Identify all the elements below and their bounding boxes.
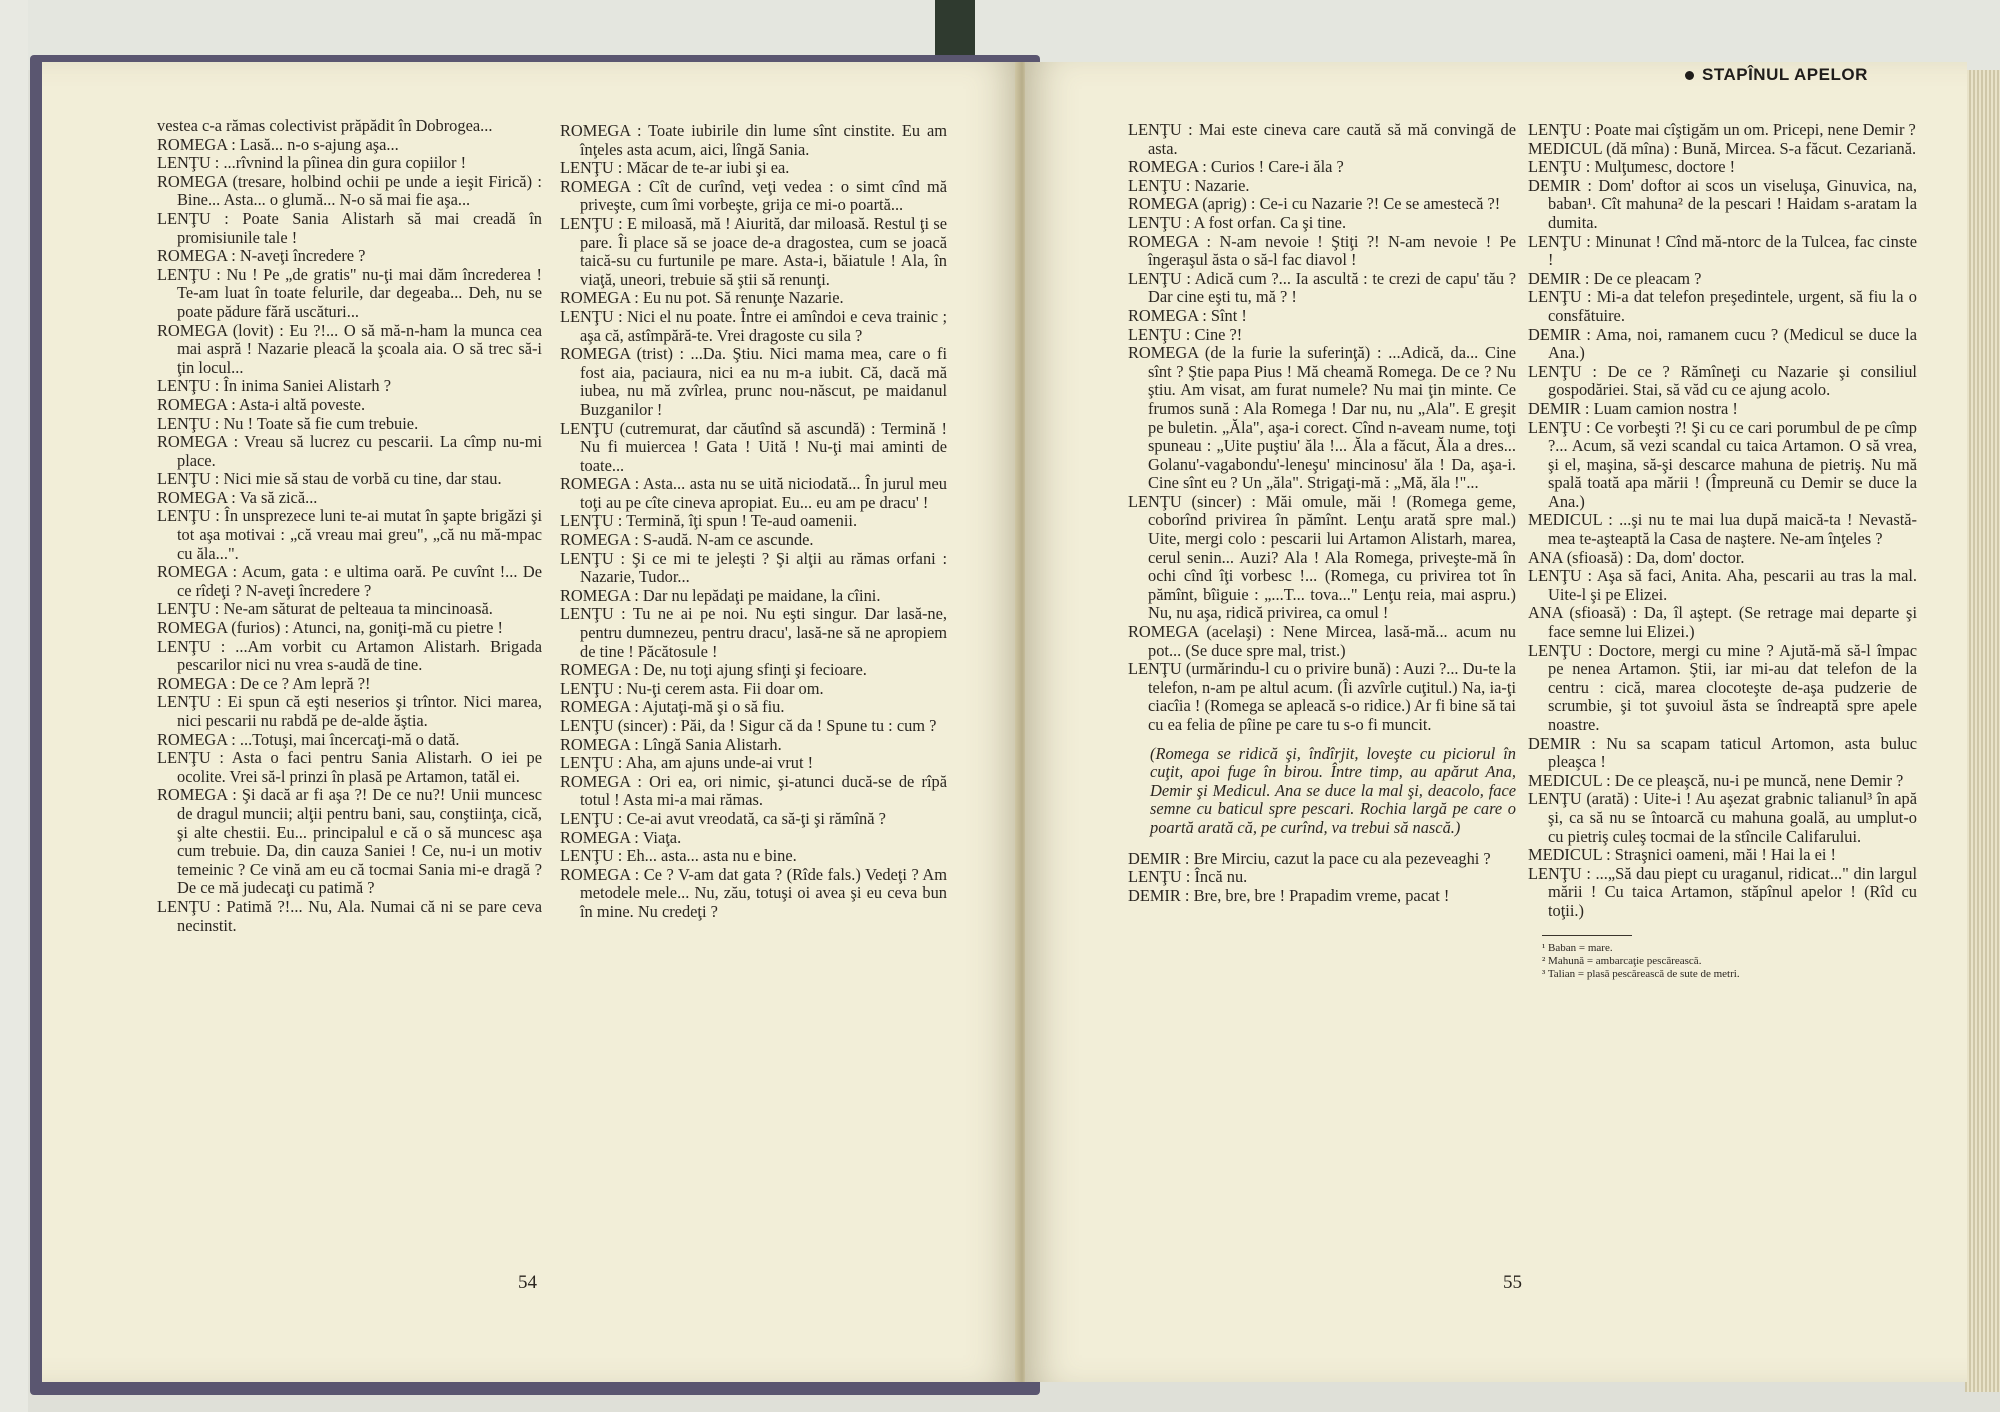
dialogue-line: DEMIR : Bre Mirciu, cazut la pace cu ala pezeveaghi ?	[1128, 848, 1491, 868]
dialogue-line: LENŢU : Ei spun că eşti neserios şi trîntor. Nici marea, nici pescarii nu rabdă pe de-alde ăştia.	[157, 692, 542, 730]
dialogue-line: DEMIR : Nu sa scapam taticul Artomon, asta buluc pleaşca !	[1528, 733, 1917, 772]
right-page-column-2	[1528, 121, 1917, 981]
dialogue-line: LENŢU (sincer) : Măi omule, măi ! (Romega geme, coborînd privirea în pămînt. Lenţu arată spre mal.) Uite, mergi colo : pescarii lui Artamon Alistarh, marea, cerul senin... Auzi? Ala ! Ala Romega, priveşte-mă în ochi cînd îţi vorbesc !... (Romega, cu privirea tot în pămînt, bîiguie : „...T... tova..." Lenţu reia, mai aspru.) Nu, nu aşa, ridică privirea, ca omul !	[1128, 491, 1516, 623]
footnote: ³ Talian = plasă pescărească de sute de metri.	[1542, 967, 1740, 980]
dialogue-line: ROMEGA : S-audă. N-am ce ascunde.	[560, 530, 814, 550]
dialogue-line: ROMEGA : Vreau să lucrez cu pescarii. La cîmp nu-mi place.	[157, 432, 542, 470]
dialogue-line: MEDICUL (dă mîna) : Bună, Mircea. S-a făcut. Cezariană.	[1528, 138, 1917, 158]
dialogue-line: MEDICUL : ...şi nu te mai lua după maică-ta ! Nevastă-mea te-aşteaptă la Casa de naştere. Ne-am înţeles ?	[1528, 510, 1917, 549]
dialogue-line: ROMEGA : N-am nevoie ! Ştiţi ?! N-am nevoie ! Pe îngeraşul ăsta o să-l fac diavol !	[1128, 231, 1516, 270]
dialogue-line: LENŢU : Nici el nu poate. Între ei amîndoi e ceva trainic ; aşa că, astîmpără-te. Vrei dragoste cu sila ?	[560, 306, 947, 345]
dialogue-line: LENŢU : În unsprezece luni te-ai mutat în şapte brigăzi şi tot aşa motivai : „că vreau mai greu", „că nu mă-mpac cu ăla...".	[157, 506, 542, 563]
dialogue-line: ROMEGA : Lasă... n-o s-ajung aşa...	[157, 134, 399, 154]
dialogue-line: ROMEGA : De ce ? Am lepră ?!	[157, 673, 371, 693]
dialogue-line: LENŢU : Mi-a dat telefon preşedintele, urgent, să fiu la o consfătuire.	[1528, 287, 1917, 325]
dialogue-line: LENŢU : Doctore, mergi cu mine ? Ajută-mă să-l împac pe nenea Artamon. Ştii, iar mi-au dat telefon de la centru : cică, marea clocoteşte de-aşa pudzerie de scrumbie, şi tot şuvoiul ăsta se îndreaptă spre apele noastre.	[1528, 640, 1917, 734]
dialogue-line: DEMIR : Bre, bre, bre ! Prapadim vreme, pacat !	[1128, 885, 1450, 905]
dialogue-line: ROMEGA : Va să zică...	[157, 487, 318, 507]
dialogue-line: MEDICUL : De ce pleaşcă, nu-i pe muncă, nene Demir ?	[1528, 770, 1904, 790]
dialogue-line: LENŢU : Patimă ?!... Nu, Ala. Numai că ni se pare ceva necinstit.	[157, 896, 542, 935]
dialogue-line: ROMEGA (lovit) : Eu ?!... O să mă-n-ham la munca cea mai aspră ! Nazarie pleacă la şcoala aia. O să trec să-i ţin locul...	[157, 320, 542, 377]
right-page	[1025, 62, 1967, 1382]
dialogue-line: ROMEGA : N-aveţi încredere ?	[157, 246, 366, 266]
dialogue-line: ROMEGA : Cît de curînd, veţi vedea : o simt cînd mă priveşte, cum îmi vorbeşte, grija ce mi-o poartă...	[560, 176, 947, 215]
dialogue-line: ROMEGA : Ajutaţi-mă şi o să fiu.	[560, 697, 785, 717]
bullet-icon	[1685, 71, 1694, 80]
dialogue-line: ROMEGA : Sînt !	[1128, 305, 1247, 325]
dialogue-line: LENŢU : Tu ne ai pe noi. Nu eşti singur. Dar lasă-ne, pentru dumnezeu, pentru dracu', lasă-ne să ne apropiem de tine ! Păcătosule !	[560, 604, 947, 661]
dialogue-line: vestea c-a rămas colectivist prăpădit în Dobrogea...	[157, 116, 493, 135]
dialogue-line: LENŢU : Aha, am ajuns unde-ai vrut !	[560, 753, 814, 773]
dialogue-line: LENŢU : Termină, îţi spun ! Te-aud oamenii.	[560, 511, 858, 531]
right-col1-dialogue	[1128, 121, 1516, 735]
dialogue-line: ROMEGA : Asta... asta nu se uită niciodată... În jurul meu toţi au pe cîte cineva apropiat. Eu... eu am pe dracu' !	[560, 474, 947, 512]
dialogue-line: ANA (sfioasă) : Da, dom' doctor.	[1528, 547, 1745, 567]
dialogue-line: ROMEGA : Toate iubirile din lume sînt cinstite. Eu am înţeles asta acum, aici, lîngă Sania.	[560, 121, 947, 159]
right-col2-dialogue	[1528, 121, 1917, 921]
dialogue-line: LENŢU : Şi ce mi te jeleşti ? Şi alţii au rămas orfani : Nazarie, Tudor...	[560, 548, 947, 587]
dialogue-line: LENŢU : Nu ! Toate să fie cum trebuie.	[157, 413, 419, 433]
dialogue-line: LENŢU : Aşa să faci, Anita. Aha, pescarii au tras la mal. Uite-l şi pe Elizei.	[1528, 566, 1917, 604]
dialogue-line: LENŢU : Adică cum ?... Ia ascultă : te crezi de capu' tău ? Dar cine eşti tu, mă ? !	[1128, 268, 1516, 307]
right-page-column-1	[1128, 121, 1516, 905]
left-page	[42, 62, 1020, 1382]
dialogue-line: LENŢU : Poate Sania Alistarh să mai creadă în promisiunile tale !	[157, 208, 542, 247]
dialogue-line: ANA (sfioasă) : Da, îl aştept. (Se retrage mai departe şi face semne lui Elizei.)	[1528, 603, 1917, 642]
dialogue-line: MEDICUL : Straşnici oameni, măi ! Hai la ei !	[1528, 845, 1837, 865]
dialogue-line: LENŢU : A fost orfan. Ca şi tine.	[1128, 212, 1347, 232]
running-head	[1685, 65, 1868, 85]
dialogue-line: ROMEGA (tresare, holbind ochii pe unde a ieşit Firică) : Bine... Asta... o glumă... N-o să mai fie aşa...	[157, 171, 542, 210]
running-head-text: STAPÎNUL APELOR	[1702, 65, 1868, 84]
dialogue-line: ROMEGA : Ori ea, ori nimic, şi-atunci ducă-se de rîpă totul ! Asta mi-a mai rămas.	[560, 771, 947, 810]
dialogue-line: LENŢU : Mai este cineva care caută să mă convingă de asta.	[1128, 120, 1516, 158]
dialogue-line: LENŢU : ...Am vorbit cu Artamon Alistarh. Brigada pescarilor nici nu vrea s-audă de tine.	[157, 636, 542, 675]
dialogue-line: LENŢU : Nici mie să stau de vorbă cu tine, dar stau.	[157, 469, 502, 489]
dialogue-line: DEMIR : Luam camion nostra !	[1528, 398, 1738, 418]
dialogue-line: ROMEGA : De, nu toţi ajung sfinţi şi fecioare.	[560, 660, 867, 680]
left-page-column-1	[157, 117, 542, 935]
dialogue-line: LENŢU : Încă nu.	[1128, 867, 1248, 887]
dialogue-line: ROMEGA : Şi dacă ar fi aşa ?! De ce nu?! Unii muncesc de dragul muncii; alţii pentru bani, sau, conştiinţa, cică, şi alte chestii. Eu... principalul e că o să muncesc aşa cum trebuie. Da, din cauza Saniei ! Ce, nu-i un motiv temeinic ? Ce vină am eu că tocmai Sania mi-e dragă ? De ce mă judecaţi cu patimă ?	[157, 785, 542, 898]
footnote-rule	[1542, 935, 1632, 936]
dialogue-line: ROMEGA : ...Totuşi, mai încercaţi-mă o dată.	[157, 729, 460, 749]
dialogue-line: LENŢU : Nu ! Pe „de gratis" nu-ţi mai dăm încrederea ! Te-am luat în toate felurile, dar degeaba... Deh, nu se poate pădure fără uscături...	[157, 264, 542, 321]
dialogue-line: ROMEGA : Acum, gata : e ultima oară. Pe cuvînt !... De ce rîdeţi ? N-aveţi încredere ?	[157, 562, 542, 600]
dialogue-line: DEMIR : De ce pleacam ?	[1528, 268, 1702, 288]
dialogue-line: DEMIR : Ama, noi, ramanem cucu ? (Medicul se duce la Ana.)	[1528, 324, 1917, 363]
dialogue-line: ROMEGA : Lîngă Sania Alistarh.	[560, 734, 782, 754]
dialogue-line: LENŢU : Nu-ţi cerem asta. Fii doar om.	[560, 678, 824, 698]
dialogue-line: ROMEGA : Dar nu lepădaţi pe maidane, la cîini.	[560, 585, 881, 605]
dialogue-line: LENŢU : Poate mai cîştigăm un om. Pricepi, nene Demir ?	[1528, 120, 1916, 139]
dialogue-line: LENŢU : Ce vorbeşti ?! Şi cu ce cari porumbul de pe cîmp ?... Acum, să vezi scandal cu taica Artamon. O să vrea, şi el, maşina, să-şi descarce mahuna de pietriş. Nu mă spală toată apa mării ! (Împreună cu Demir se duce la Ana.)	[1528, 417, 1917, 511]
footnote: ² Mahună = ambarcaţie pescărească.	[1542, 954, 1702, 967]
page-edges	[1965, 70, 2000, 1392]
dialogue-line: ROMEGA (aprig) : Ce-i cu Nazarie ?! Ce se amestecă ?!	[1128, 194, 1501, 214]
dialogue-line: LENŢU : Ne-am săturat de pelteaua ta mincinoasă.	[157, 599, 493, 619]
dialogue-line: LENŢU : E miloasă, mă ! Aiurită, dar miloasă. Restul ţi se pare. Îi place să se joace de-a dragostea, cum se joacă taică-su cu furtunile pe mare. Asta-i, băiatule ! Ala, în viaţă, uneori, trebuie să ştii să renunţi.	[560, 213, 947, 289]
footnote: ¹ Baban = mare.	[1542, 941, 1613, 954]
dialogue-line: LENŢU : Asta o faci pentru Sania Alistarh. O iei pe ocolite. Vrei să-l prinzi în plasă pe Artamon, tatăl ei.	[157, 748, 542, 786]
dialogue-line: LENŢU : Minunat ! Cînd mă-ntorc de la Tulcea, fac cinste !	[1528, 231, 1917, 270]
dialogue-line: LENŢU : Măcar de te-ar iubi şi ea.	[560, 158, 790, 178]
dialogue-line: DEMIR : Dom' doftor ai scos un viseluşa, Ginuvica, na, baban¹. Cît mahuna² de la pescari ! Haidam s-aratam la dumita.	[1528, 175, 1917, 232]
dialogue-line: LENŢU : Nazarie.	[1128, 175, 1250, 195]
scan-background-left	[0, 0, 28, 1412]
dialogue-line: ROMEGA : Curios ! Care-i ăla ?	[1128, 157, 1344, 177]
stage-direction: (Romega se ridică şi, îndîrjit, loveşte cu piciorul în cuţit, apoi fuge în birou. Între timp, au apărut Ana, Demir şi Medicul. Ana se duce la mal şi, deacolo, face semne cu baticul spre pescari. Rochia largă pe care o poartă arată că, pe curînd, va trebui să nască.)	[1150, 743, 1516, 837]
footnotes	[1528, 942, 1917, 981]
dialogue-line: ROMEGA (furios) : Atunci, na, goniţi-mă cu pietre !	[157, 618, 503, 638]
dialogue-line: ROMEGA (de la furie la suferinţă) : ...Adică, da... Cine sînt ? Ştie papa Pius ! Mă cheamă Romega. De ce ? Nu ştiu. Am visat, am furat numele? Nu mai ţin minte. Ce frumos sună : Ala Romega ! Dar nu, nu „Ala". E greşit pe buletin. „Ăla", aşa-i corect. Cînd n-aveam nume, toţi spuneau : „Uite puştiu' ăla !... Ăla a făcut, Ăla a dres... Golanu'-vagabondu'-leneşu' mincinosu' ăla ! Da, aşa-i. Cine sînt eu ? Un „ăla". Strigaţi-mă : „Mă, ăla !"...	[1128, 343, 1516, 493]
dialogue-line: ROMEGA : Ce ? V-am dat gata ? (Rîde fals.) Vedeţi ? Am metodele mele... Nu, zău, totuşi oi avea şi eu ceva bun în mine. Nu credeţi ?	[560, 864, 947, 921]
dialogue-line: LENŢU : De ce ? Rămîneţi cu Nazarie şi consiliul gospodăriei. Stai, să văd cu ce ajung acolo.	[1528, 361, 1917, 400]
dialogue-line: ROMEGA : Asta-i altă poveste.	[157, 394, 366, 414]
dialogue-line: ROMEGA : Eu nu pot. Să renunţe Nazarie.	[560, 288, 844, 308]
dialogue-line: LENŢU (urmărindu-l cu o privire bună) : Auzi ?... Du-te la telefon, n-am pe altul acum. (Îi azvîrle cuţitul.) Na, ia-ţi ciacîia ! (Romega se apleacă s-o ridice.) Ar fi bine să tai cu ea felia de pîine pe care tu s-o fi muncit.	[1128, 659, 1516, 734]
dialogue-line: ROMEGA : Viaţa.	[560, 827, 682, 847]
dialogue-line: LENŢU : ...„Să dau piept cu uraganul, ridicat..." din largul mării ! Cu taica Artamon, stăpînul apelor ! (Rîd cu toţii.)	[1528, 863, 1917, 920]
dialogue-line: LENŢU : În inima Saniei Alistarh ?	[157, 376, 391, 396]
dialogue-line: LENŢU : Mulţumesc, doctore !	[1528, 157, 1736, 177]
dialogue-line: LENŢU (cutremurat, dar căutînd să ascundă) : Termină ! Nu fi muiercea ! Gata ! Uită ! Nu-ţi mai aminti de toate...	[560, 418, 947, 475]
dialogue-line: ROMEGA (trist) : ...Da. Ştiu. Nici mama mea, care o fi fost aia, paciaura, nici ea nu m-a iubit. Că, dacă mă iubea, nu mă zvîrlea, prunc nou-născut, pe maidanul Buzganilor !	[560, 344, 947, 419]
page-number-left: 54	[518, 1272, 537, 1293]
dialogue-line: LENŢU : ...rîvnind la pîinea din gura copiilor !	[157, 153, 467, 173]
dialogue-line: LENŢU : Ce-ai avut vreodată, ca să-ţi şi rămînă ?	[560, 808, 886, 828]
right-col1-dialogue-after	[1128, 850, 1516, 906]
dialogue-line: ROMEGA (acelaşi) : Nene Mircea, lasă-mă... acum nu pot... (Se duce spre mal, trist.)	[1128, 622, 1516, 660]
dialogue-line: LENŢU (sincer) : Păi, da ! Sigur că da ! Spune tu : cum ?	[560, 716, 937, 735]
left-page-column-2	[560, 122, 947, 922]
dialogue-line: LENŢU : Cine ?!	[1128, 324, 1243, 344]
page-number-right: 55	[1503, 1272, 1522, 1293]
dialogue-line: LENŢU : Eh... asta... asta nu e bine.	[560, 846, 797, 866]
dialogue-line: LENŢU (arată) : Uite-i ! Au aşezat grabnic talianul³ în apă şi, ca să nu se întoarcă cu mahuna goală, au umplut-o cu pietriş culeş tocmai de la stîncile Califarului.	[1528, 789, 1917, 846]
